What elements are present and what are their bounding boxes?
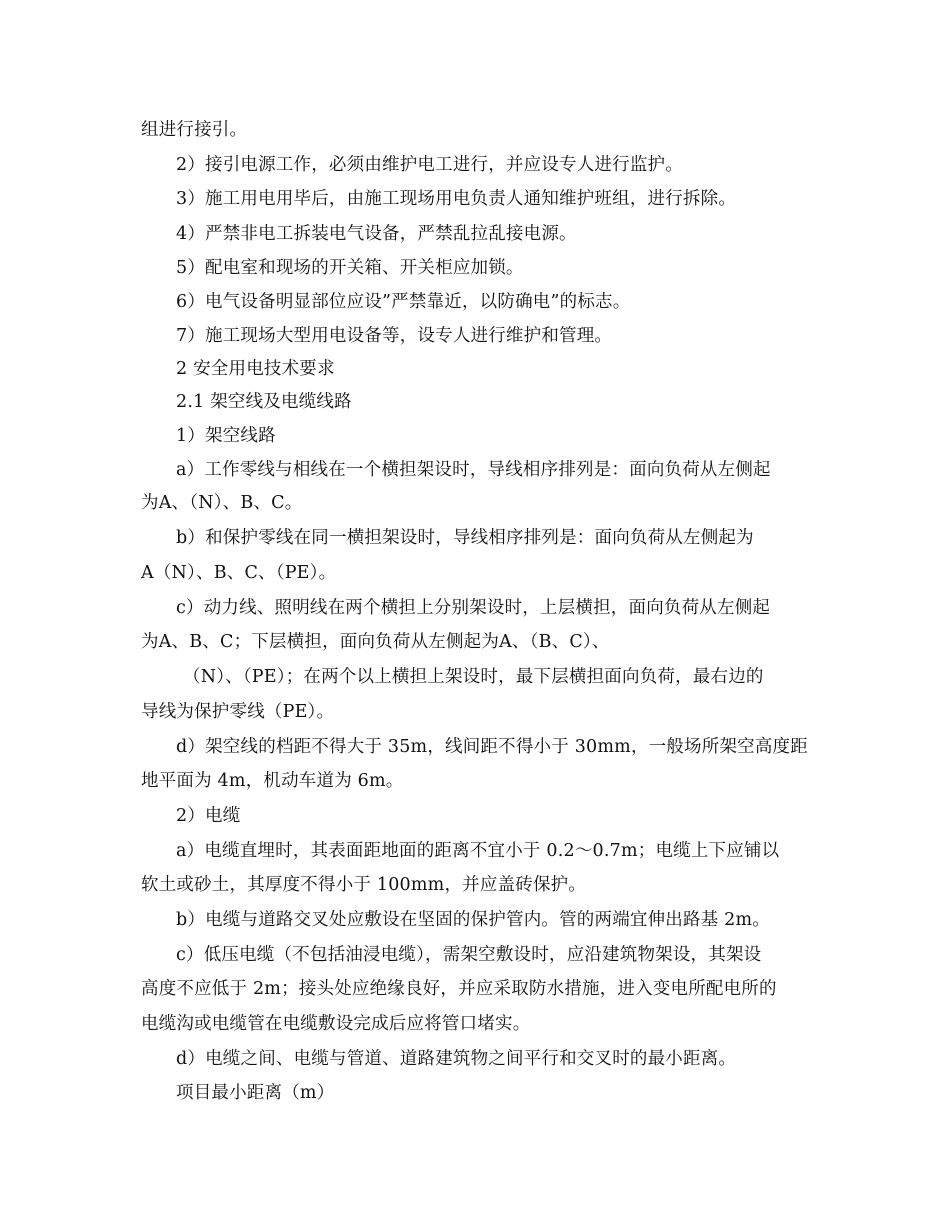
item-heading: 1）架空线路 bbox=[176, 426, 276, 446]
paragraph-line: a）电缆直埋时，其表面距地面的距离不宜小于 0.2～0.7m；电缆上下应铺以 bbox=[176, 841, 780, 861]
paragraph-line: （N）、（PE）；在两个以上横担上架设时，最下层横担面向负荷，最右边的 bbox=[183, 667, 764, 687]
paragraph-line: 7）施工现场大型用电设备等，设专人进行维护和管理。 bbox=[176, 326, 613, 346]
paragraph-line: 导线为保护零线（PE）。 bbox=[141, 702, 335, 722]
paragraph-line: 5）配电室和现场的开关箱、开关柜应加锁。 bbox=[176, 258, 524, 278]
subsection-heading: 2.1 架空线及电缆线路 bbox=[176, 392, 352, 412]
paragraph-line: c）动力线、照明线在两个横担上分别架设时，上层横担，面向负荷从左侧起 bbox=[176, 598, 771, 618]
paragraph-line: 为A、B、C；下层横担，面向负荷从左侧起为A、（B、C）、 bbox=[141, 632, 610, 652]
paragraph-line: 地平面为 4m，机动车道为 6m。 bbox=[141, 771, 404, 791]
paragraph-line: 6）电气设备明显部位应设”严禁靠近，以防确电”的标志。 bbox=[176, 292, 631, 312]
paragraph-line: A（N）、B、C、（PE）。 bbox=[141, 563, 337, 583]
paragraph-line: b）电缆与道路交叉处应敷设在坚固的保护管内。管的两端宜伸出路基 2m。 bbox=[176, 910, 770, 930]
paragraph-line: 软土或砂土，其厚度不得小于 100mm，并应盖砖保护。 bbox=[141, 875, 587, 895]
paragraph-line: 为A、（N）、B、C。 bbox=[141, 493, 303, 513]
paragraph-line: 4）严禁非电工拆装电气设备，严禁乱拉乱接电源。 bbox=[176, 224, 577, 244]
paragraph-line: a）工作零线与相线在一个横担架设时，导线相序排列是：面向负荷从左侧起 bbox=[176, 460, 771, 480]
paragraph-line: 高度不应低于 2m；接头处应绝缘良好，并应采取防水措施，进入变电所配电所的 bbox=[141, 979, 777, 999]
table-caption: 项目最小距离（m） bbox=[176, 1083, 335, 1103]
section-heading: 2 安全用电技术要求 bbox=[176, 359, 335, 379]
paragraph-line: 电缆沟或电缆管在电缆敷设完成后应将管口堵实。 bbox=[141, 1014, 531, 1034]
paragraph-line: 组进行接引。 bbox=[141, 120, 248, 140]
paragraph-line: 3）施工用电用毕后，由施工现场用电负责人通知维护班组，进行拆除。 bbox=[176, 189, 737, 209]
paragraph-line: c）低压电缆（不包括油浸电缆），需架空敷设时，应沿建筑物架设，其架设 bbox=[176, 945, 762, 965]
paragraph-line: b）和保护零线在同一横担架设时，导线相序排列是：面向负荷从左侧起为 bbox=[176, 528, 754, 548]
paragraph-line: d）电缆之间、电缆与管道、道路建筑物之间平行和交叉时的最小距离。 bbox=[176, 1049, 737, 1069]
item-heading: 2）电缆 bbox=[176, 806, 241, 826]
paragraph-line: d）架空线的档距不得大于 35m，线间距不得小于 30mm，一般场所架空高度距 bbox=[176, 737, 808, 757]
paragraph-line: 2）接引电源工作，必须由维护电工进行，并应设专人进行监护。 bbox=[176, 155, 683, 175]
